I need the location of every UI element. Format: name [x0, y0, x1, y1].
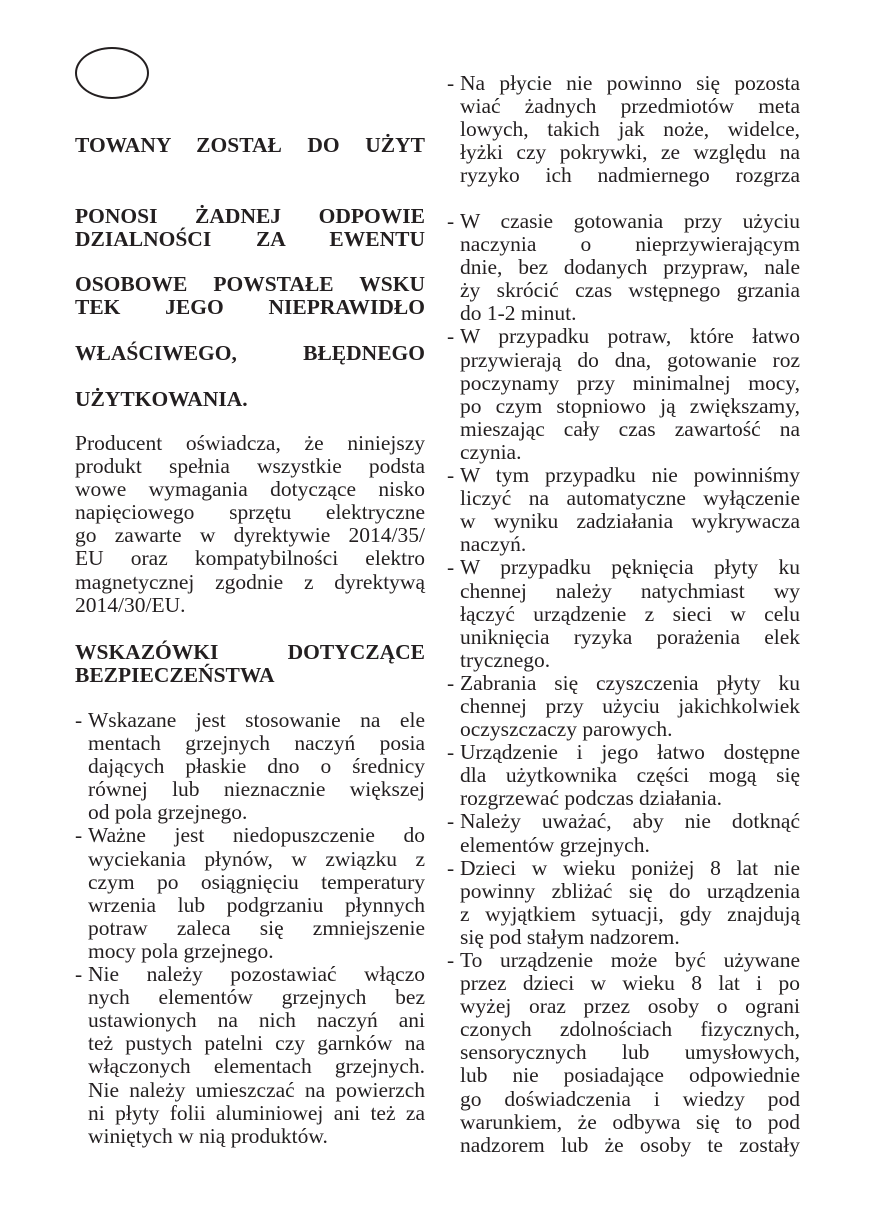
bullet-dash: -: [75, 823, 83, 848]
list-item: [447, 741, 800, 810]
list-item: [75, 824, 425, 963]
text-line: naczyń.: [460, 532, 527, 557]
text-line: Zabrania się czyszczenia płyty ku: [460, 670, 800, 695]
text-line: EU oraz kompatybilności elektro: [75, 546, 425, 571]
text-line: liczyć na automatyczne wyłączenie: [460, 486, 800, 511]
text-line: W przypadku potraw, które łatwo: [460, 324, 800, 349]
text-line: poczynamy przy minimalnej mocy,: [460, 370, 800, 395]
text-line: mentach grzejnych naczyń posia: [88, 731, 425, 756]
list-item: [447, 325, 800, 464]
text-line: się pod stałym nadzorem.: [460, 924, 680, 949]
text-line: chennej należy natychmiast wy: [460, 578, 800, 603]
heading-4: [75, 342, 425, 365]
text-line: go doświadczenia i wiedzy pod: [460, 1086, 800, 1111]
text-line: lowych, takich jak noże, widelce,: [460, 117, 800, 142]
bullet-dash: -: [75, 708, 83, 732]
text-line: nadzorem lub że osoby te zostały: [460, 1132, 800, 1157]
text-line: Należy uważać, aby nie dotknąć: [460, 809, 800, 834]
text-line: chennej przy użyciu jakichkolwiek: [460, 693, 800, 718]
list-item: [447, 949, 800, 1157]
text-line: W przypadku pęknięcia płyty ku: [460, 555, 800, 580]
text-line: rozgrzewać podczas działania.: [460, 786, 723, 811]
text-line: ustawionych na nich naczyń ani: [88, 1008, 425, 1033]
text-line: UŻYTKOWANIA.: [75, 387, 248, 411]
text-line: Nie należy umieszczać na powierzch: [88, 1077, 425, 1102]
text-line: nych elementów grzejnych bez: [88, 985, 425, 1010]
bullet-dash: -: [447, 71, 455, 95]
text-line: wyżej oraz przez osoby o ograni: [460, 994, 800, 1019]
list-item: [447, 810, 800, 856]
right-safety-list: [447, 210, 800, 1157]
text-line: dnie, bez dodanych przypraw, nale: [460, 255, 800, 280]
list-item: [447, 210, 800, 325]
text-line: Urządzenie i jego łatwo dostępne: [460, 740, 800, 765]
language-badge-oval: [75, 47, 149, 99]
text-line: produkt spełnia wszystkie podsta: [75, 454, 425, 479]
bullet-dash: -: [447, 463, 455, 488]
text-line: w wyniku zadziałania wykrywacza: [460, 509, 800, 534]
text-line: TOWANY ZOSTAŁ DO UŻYT: [75, 133, 425, 157]
text-line: winiętych w nią produktów.: [88, 1123, 328, 1148]
text-line: dających płaskie dno o średnicy: [88, 754, 425, 779]
list-item: [447, 464, 800, 556]
text-line: wowe wymagania dotyczące nisko: [75, 477, 425, 502]
text-line: wrzenia lub podgrzaniu płynnych: [88, 892, 425, 917]
text-line: magnetycznej zgodnie z dyrektywą: [75, 569, 425, 594]
heading-5: [75, 388, 425, 411]
list-item: [447, 556, 800, 671]
text-line: uniknięcia ryzyka porażenia elek: [460, 624, 800, 649]
text-line: ryzyko ich nadmiernego rozgrza: [460, 163, 800, 188]
text-line: czym po osiągnięciu temperatury: [88, 869, 425, 894]
text-line: mieszając cały czas zawartość na: [460, 416, 800, 441]
text-line: powinny zbliżać się do urządzenia: [460, 878, 800, 903]
text-line: W tym przypadku nie powinniśmy: [460, 463, 800, 488]
text-line: włączonych elementach grzejnych.: [88, 1054, 425, 1079]
text-line: po czym stopniowo ją zwiększamy,: [460, 393, 800, 418]
text-line: sensorycznych lub umysłowych,: [460, 1040, 800, 1065]
text-line: równej lub nieznacznie większej: [88, 777, 425, 802]
text-line: ni płyty folii aluminiowej ani też za: [88, 1100, 425, 1125]
text-line: potraw zaleca się zmniejszenie: [88, 915, 425, 940]
left-safety-list: [75, 709, 425, 1148]
text-line: napięciowego sprzętu elektryczne: [75, 500, 425, 525]
heading-3: [75, 273, 425, 319]
bullet-dash: -: [447, 670, 455, 695]
text-line: do 1-2 minut.: [460, 301, 577, 326]
text-line: Dzieci w wieku poniżej 8 lat nie: [460, 855, 800, 880]
text-line: OSOBOWE POWSTAŁE WSKU: [75, 272, 425, 296]
text-line: ży skrócić czas wstępnego grzania: [460, 278, 800, 303]
bullet-dash: -: [447, 740, 455, 765]
text-line: WSKAZÓWKI DOTYCZĄCE: [75, 640, 425, 664]
text-line: Wskazane jest stosowanie na ele: [88, 708, 425, 732]
text-line: mocy pola grzejnego.: [88, 938, 274, 963]
right-safety-list-top: [447, 72, 800, 187]
bullet-dash: -: [447, 855, 455, 880]
text-line: przywierają do dna, gotowanie roz: [460, 347, 800, 372]
text-line: PONOSI ŻADNEJ ODPOWIE: [75, 204, 425, 228]
text-line: elementów grzejnych.: [460, 832, 650, 857]
list-item: [447, 857, 800, 949]
bullet-dash: -: [447, 209, 455, 233]
text-line: naczynia o nieprzywierającym: [460, 232, 800, 257]
list-item: [75, 963, 425, 1148]
text-line: czynia.: [460, 439, 522, 464]
text-line: Producent oświadcza, że niniejszy: [75, 431, 425, 455]
text-line: łączyć urządzenie z sieci w celu: [460, 601, 800, 626]
text-line: Ważne jest niedopuszczenie do: [88, 823, 425, 848]
text-line: To urządzenie może być używane: [460, 948, 800, 972]
text-line: Nie należy pozostawiać włączo: [88, 962, 425, 987]
text-line: oczyszczaczy parowych.: [460, 717, 673, 742]
text-line: wiać żadnych przedmiotów meta: [460, 94, 800, 119]
text-line: lub nie posiadające odpowiednie: [460, 1063, 800, 1088]
text-line: Na płycie nie powinno się pozosta: [460, 71, 800, 95]
bullet-dash: -: [447, 948, 455, 972]
text-line: też pustych patelni czy garnków na: [88, 1031, 425, 1056]
text-line: wyciekania płynów, w związku z: [88, 846, 425, 871]
bullet-dash: -: [447, 555, 455, 580]
text-line: trycznego.: [460, 647, 551, 672]
bullet-dash: -: [75, 962, 83, 987]
text-line: W czasie gotowania przy użyciu: [460, 209, 800, 233]
text-line: go zawarte w dyrektywie 2014/35/: [75, 523, 425, 548]
text-line: z wyjątkiem sytuacji, gdy znajdują: [460, 901, 800, 926]
text-line: BEZPIECZEŃSTWA: [75, 663, 275, 687]
text-line: 2014/30/EU.: [75, 592, 186, 617]
declaration-paragraph: [75, 432, 425, 617]
heading-1: [75, 134, 425, 157]
text-line: DZIALNOŚCI ZA EWENTU: [75, 227, 425, 251]
text-line: TEK JEGO NIEPRAWIDŁO: [75, 295, 425, 319]
list-item: [75, 709, 425, 824]
safety-heading: [75, 641, 425, 687]
list-item: [447, 72, 800, 187]
text-line: czonych zdolnościach fizycznych,: [460, 1017, 800, 1042]
list-item: [447, 672, 800, 741]
bullet-dash: -: [447, 809, 455, 834]
bullet-dash: -: [447, 324, 455, 349]
text-line: przez dzieci w wieku 8 lat i po: [460, 971, 800, 996]
text-line: łyżki czy pokrywki, ze względu na: [460, 140, 800, 165]
text-line: WŁAŚCIWEGO, BŁĘDNEGO: [75, 341, 425, 365]
text-line: dla użytkownika części mogą się: [460, 763, 800, 788]
heading-2: [75, 205, 425, 251]
text-line: warunkiem, że odbywa się to pod: [460, 1109, 800, 1134]
text-line: od pola grzejnego.: [88, 800, 248, 825]
